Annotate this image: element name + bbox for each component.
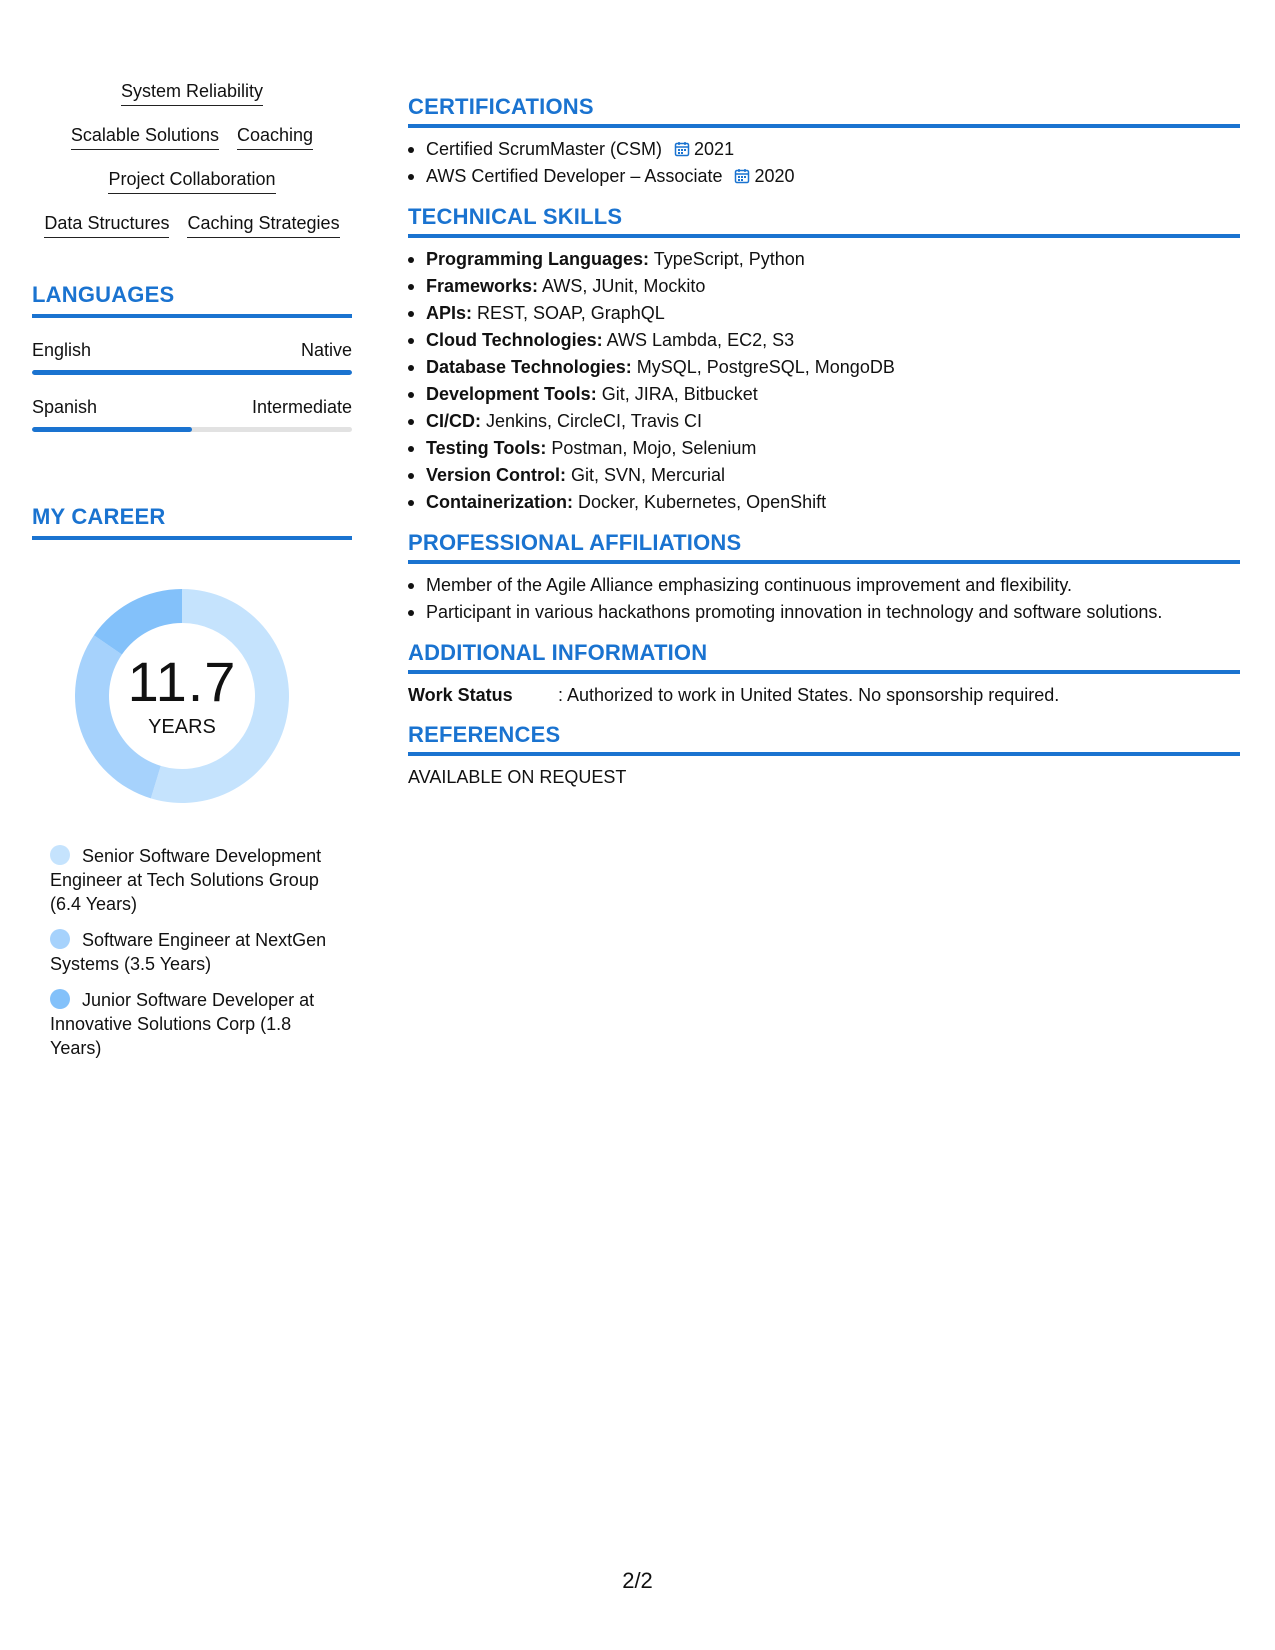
technical-skill-item [408, 489, 1240, 516]
technical-skill-item [408, 327, 1240, 354]
language-proficiency-fill [32, 427, 192, 432]
skill-category: Programming Languages: [426, 249, 650, 269]
skill-values: Git, JIRA, Bitbucket [596, 384, 758, 404]
affiliations-section [408, 530, 1240, 626]
language-item [32, 338, 352, 375]
legend-item [50, 844, 340, 916]
skill-category: Cloud Technologies: [426, 330, 603, 350]
legend-item [50, 928, 340, 976]
legend-item [50, 988, 340, 1060]
skill-category: APIs: [426, 303, 473, 323]
skill-category: Testing Tools: [426, 438, 547, 458]
languages-section [32, 282, 352, 432]
affiliation-item: Member of the Agile Alliance emphasizing continuous improvement and flexibility. [408, 572, 1240, 599]
technical-skill-item [408, 381, 1240, 408]
technical-skill-item [408, 408, 1240, 435]
main-content [408, 94, 1240, 804]
certification-name: AWS Certified Developer – Associate [426, 166, 723, 186]
affiliations-heading: PROFESSIONAL AFFILIATIONS [408, 530, 1240, 564]
skill-category: Version Control: [426, 465, 567, 485]
affiliations-list [408, 572, 1240, 626]
skill-values: Jenkins, CircleCI, Travis CI [481, 411, 703, 431]
technical-skills-list [408, 246, 1240, 516]
certification-year: 2021 [694, 139, 735, 159]
skill-tag-cloud [32, 80, 352, 238]
technical-skill-item [408, 246, 1240, 273]
technical-skill-item [408, 273, 1240, 300]
references-heading: REFERENCES [408, 722, 1240, 756]
skill-tag: Project Collaboration [108, 168, 275, 194]
skill-tag: Coaching [237, 124, 313, 150]
references-section [408, 722, 1240, 790]
legend-label: Junior Software Developer at Innovative Solutions Corp (1.8 Years) [50, 990, 315, 1058]
skill-category: CI/CD: [426, 411, 481, 431]
technical-skill-item [408, 435, 1240, 462]
skill-tag: Caching Strategies [187, 212, 339, 238]
language-name: English [32, 340, 92, 360]
certifications-section [408, 94, 1240, 190]
skill-row [32, 212, 352, 238]
certification-date [674, 139, 734, 159]
references-text: AVAILABLE ON REQUEST [408, 767, 627, 787]
language-name: Spanish [32, 397, 98, 417]
skill-values: TypeScript, Python [649, 249, 805, 269]
language-proficiency-bar [32, 427, 352, 432]
technical-skill-item [408, 462, 1240, 489]
career-heading: MY CAREER [32, 504, 352, 540]
language-proficiency-fill [32, 370, 352, 375]
total-years-value: 11.7 [127, 649, 237, 713]
certification-year: 2020 [754, 166, 795, 186]
language-row [32, 338, 352, 362]
sidebar [32, 80, 352, 1072]
language-proficiency-bar [32, 370, 352, 375]
calendar-icon [734, 165, 750, 181]
skill-tag: System Reliability [121, 80, 263, 106]
work-status-label: Work Status [408, 685, 513, 705]
language-item [32, 395, 352, 432]
skill-values: AWS, JUnit, Mockito [538, 276, 706, 296]
skill-values: Docker, Kubernetes, OpenShift [573, 492, 827, 512]
certifications-heading: CERTIFICATIONS [408, 94, 1240, 128]
skill-row [32, 80, 352, 106]
page-number: 2/2 [622, 1568, 653, 1593]
language-level: Intermediate [251, 397, 352, 417]
skill-category: Development Tools: [426, 384, 597, 404]
total-years-unit: YEARS [148, 715, 216, 738]
legend-label: Software Engineer at NextGen Systems (3.5 Years) [50, 930, 327, 974]
legend-dot [50, 845, 70, 865]
skill-values: Postman, Mojo, Selenium [546, 438, 757, 458]
language-row [32, 395, 352, 419]
skill-category: Frameworks: [426, 276, 539, 296]
calendar-icon [674, 138, 690, 154]
certification-name: Certified ScrumMaster (CSM) [426, 139, 663, 159]
technical-skills-section [408, 204, 1240, 516]
technical-skill-item [408, 300, 1240, 327]
skill-tag: Data Structures [44, 212, 169, 238]
certification-item [408, 136, 1240, 163]
technical-skills-heading: TECHNICAL SKILLS [408, 204, 1240, 238]
skill-values: MySQL, PostgreSQL, MongoDB [631, 357, 895, 377]
career-donut-chart [62, 576, 302, 816]
career-section [32, 504, 352, 1060]
affiliation-item: Participant in various hackathons promoting innovation in technology and software solutions. [408, 599, 1240, 626]
work-status-row [408, 682, 1240, 708]
legend-label: Senior Software Development Engineer at Tech Solutions Group (6.4 Years) [50, 846, 322, 914]
skill-tag: Scalable Solutions [71, 124, 219, 150]
work-status-value: : Authorized to work in United States. No sponsorship required. [558, 685, 1060, 705]
skill-category: Database Technologies: [426, 357, 632, 377]
skill-row [32, 168, 352, 194]
skill-values: Git, SVN, Mercurial [566, 465, 726, 485]
skill-row [32, 124, 352, 150]
language-list [32, 338, 352, 432]
languages-heading: LANGUAGES [32, 282, 352, 318]
skill-values: REST, SOAP, GraphQL [472, 303, 665, 323]
additional-info-heading: ADDITIONAL INFORMATION [408, 640, 1240, 674]
legend-dot [50, 929, 70, 949]
certification-date [734, 166, 794, 186]
career-legend [50, 844, 340, 1060]
technical-skill-item [408, 354, 1240, 381]
language-level: Native [300, 340, 352, 360]
certifications-list [408, 136, 1240, 190]
skill-values: AWS Lambda, EC2, S3 [602, 330, 795, 350]
certification-item [408, 163, 1240, 190]
legend-dot [50, 989, 70, 1009]
skill-category: Containerization: [426, 492, 573, 512]
donut-center-label [62, 576, 302, 816]
additional-info-section [408, 640, 1240, 708]
